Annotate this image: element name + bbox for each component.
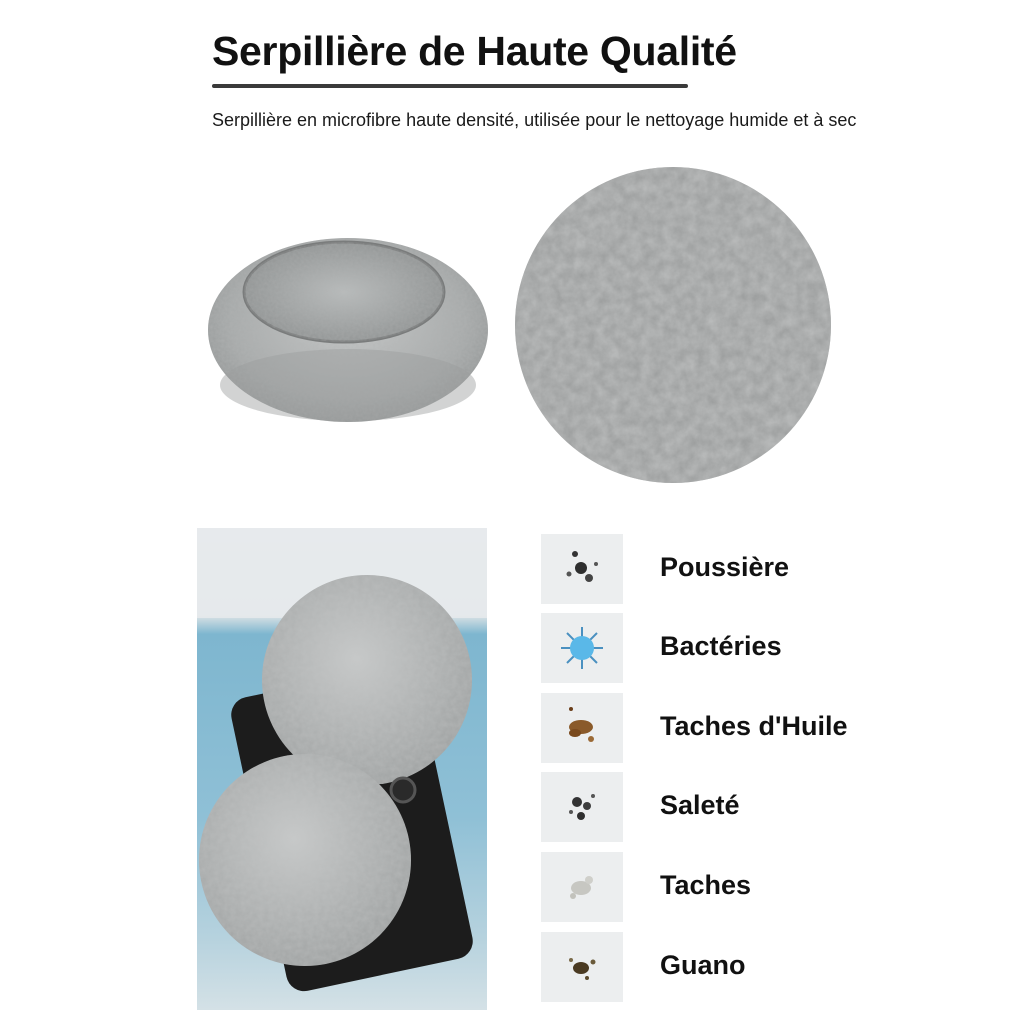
page-subtitle: Serpillière en microfibre haute densité, utilisée pour le nettoyage humide et à sec: [212, 110, 857, 130]
feature-item-dust: [541, 534, 921, 604]
feature-label: Taches d'Huile: [660, 711, 848, 741]
window-robot-image: [197, 528, 487, 1010]
dirt-stain-icon: [541, 772, 623, 842]
stain-icon: [541, 852, 623, 922]
feature-label: Poussière: [660, 552, 790, 582]
feature-item-oil-stains: [541, 693, 921, 763]
dust-stain-icon: [541, 534, 623, 604]
feature-label: Saleté: [660, 790, 740, 820]
feature-item-bacteria: [541, 613, 921, 683]
feature-item-dirt: [541, 772, 921, 842]
feature-item-stains: [541, 852, 921, 922]
mop-pad-angled-image: [196, 200, 496, 450]
oil-stain-icon: [541, 693, 623, 763]
title-underline: [212, 84, 688, 88]
feature-label: Bactéries: [660, 631, 782, 661]
feature-label: Taches: [660, 870, 752, 900]
bacteria-icon: [541, 613, 623, 683]
feature-item-guano: [541, 932, 921, 1002]
feature-label: Guano: [660, 950, 746, 980]
microfiber-closeup-image: [508, 160, 838, 490]
page-title: Serpillière de Haute Qualité: [212, 28, 737, 74]
guano-stain-icon: [541, 932, 623, 1002]
